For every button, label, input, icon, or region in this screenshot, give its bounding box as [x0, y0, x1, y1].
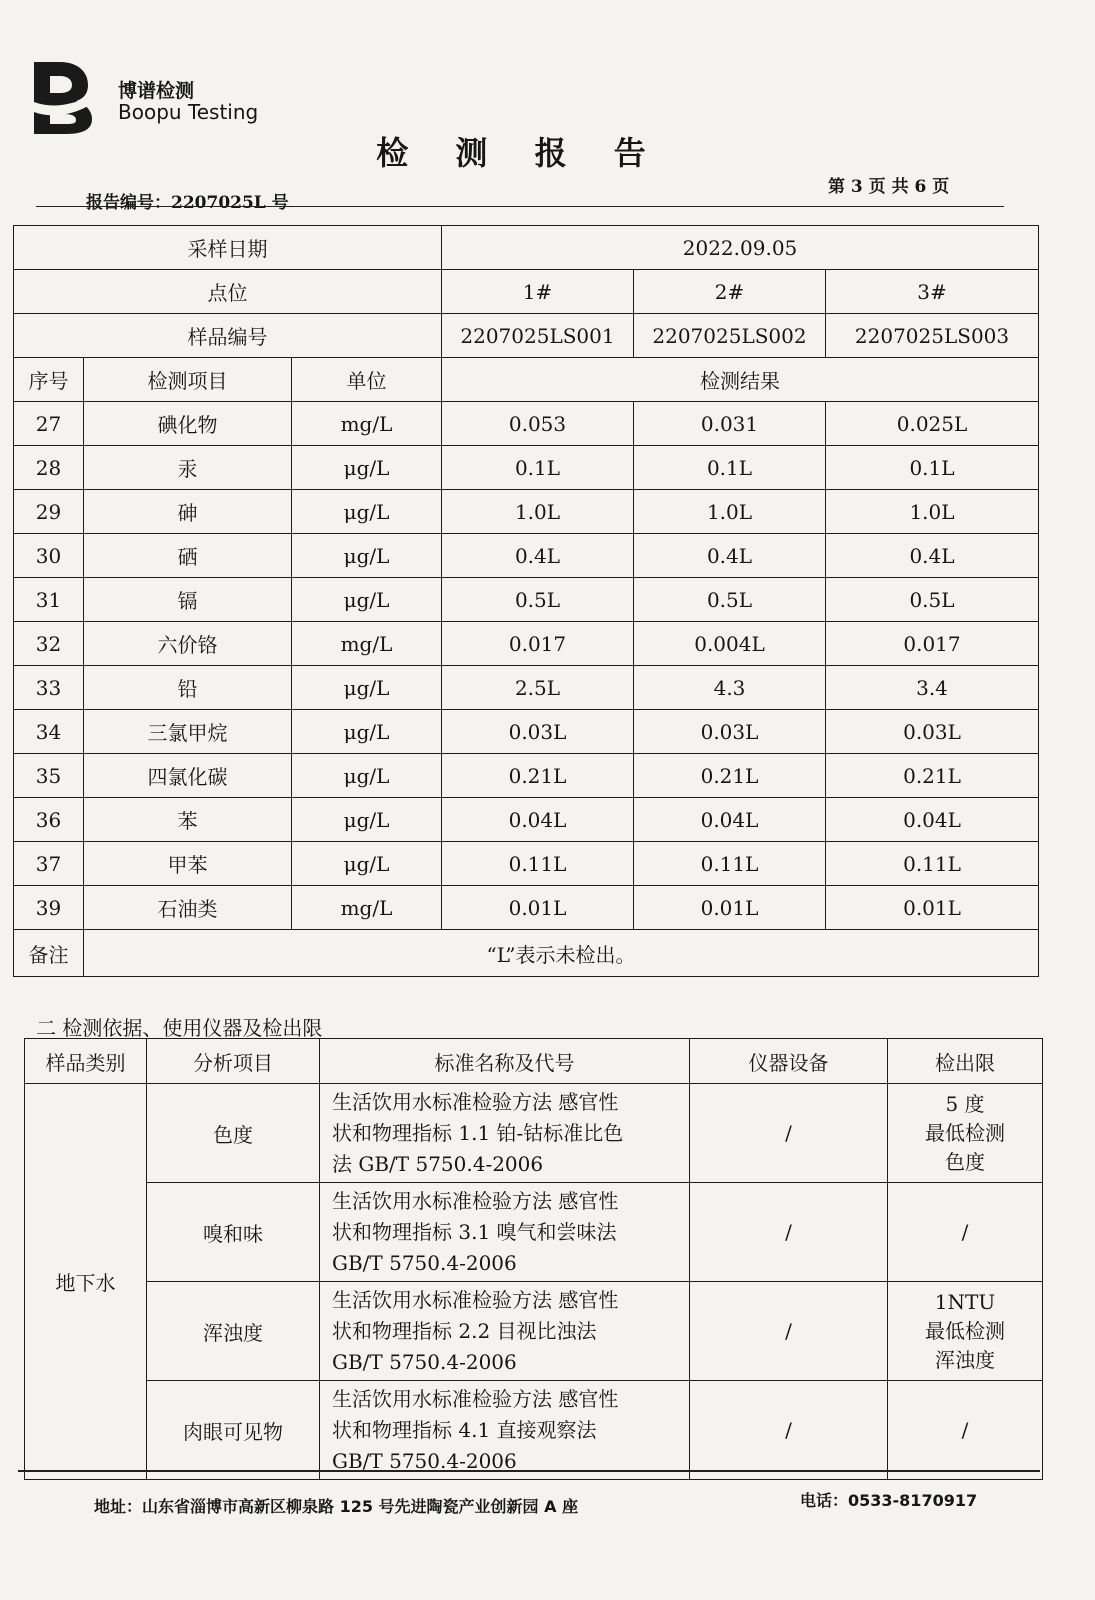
- limit-line: /: [961, 1417, 969, 1442]
- row-seq: 30: [14, 534, 84, 578]
- analysis-item: 肉眼可见物: [147, 1381, 320, 1480]
- row-result-1: 0.03L: [442, 710, 634, 754]
- row-seq: 29: [14, 490, 84, 534]
- page-number: 第 3 页 共 6 页: [828, 177, 950, 197]
- row-seq: 28: [14, 446, 84, 490]
- results-table: [13, 225, 1039, 977]
- row-result-1: 0.017: [442, 622, 634, 666]
- sample-no-1: 2207025LS001: [442, 314, 634, 358]
- standard-name: [320, 1084, 690, 1183]
- row-result-3: 1.0L: [826, 490, 1039, 534]
- row-unit: μg/L: [292, 666, 442, 710]
- col-detection-limit: 检出限: [888, 1039, 1043, 1084]
- row-result-2: 0.04L: [634, 798, 826, 842]
- instrument: /: [690, 1381, 888, 1480]
- row-result-1: 0.5L: [442, 578, 634, 622]
- standard-line: GB/T 5750.4-2006: [332, 1448, 517, 1473]
- sample-no-label: 样品编号: [14, 314, 442, 358]
- limit-line: 浑浊度: [935, 1347, 995, 1372]
- table-row: [14, 446, 1039, 490]
- analysis-item: 浑浊度: [147, 1282, 320, 1381]
- point-label: 点位: [14, 270, 442, 314]
- table-row: [14, 578, 1039, 622]
- limit-line: 1NTU: [934, 1289, 996, 1314]
- row-unit: μg/L: [292, 842, 442, 886]
- row-unit: mg/L: [292, 622, 442, 666]
- col-sample-type: 样品类别: [25, 1039, 147, 1084]
- sampling-date-label: 采样日期: [14, 226, 442, 270]
- row-seq: 31: [14, 578, 84, 622]
- row-item: 镉: [84, 578, 292, 622]
- row-unit: μg/L: [292, 754, 442, 798]
- row-result-1: 2.5L: [442, 666, 634, 710]
- limit-line: /: [961, 1219, 969, 1244]
- sample-no-row: [14, 314, 1039, 358]
- limit-line: 最低检测: [925, 1318, 1005, 1343]
- analysis-item: 色度: [147, 1084, 320, 1183]
- row-unit: mg/L: [292, 402, 442, 446]
- row-result-2: 0.031: [634, 402, 826, 446]
- sample-no-3: 2207025LS003: [826, 314, 1039, 358]
- table-row: [14, 754, 1039, 798]
- row-result-1: 0.053: [442, 402, 634, 446]
- standard-line: 状和物理指标 1.1 铂-钴标准比色: [332, 1120, 624, 1145]
- limit-line: 5 度: [945, 1091, 985, 1116]
- table-row: [14, 886, 1039, 930]
- col-result: 检测结果: [442, 358, 1039, 402]
- detection-limit: [888, 1381, 1043, 1480]
- detection-limit: [888, 1282, 1043, 1381]
- note-label: 备注: [14, 930, 84, 977]
- note-row: [14, 930, 1039, 977]
- footer-phone: 电话：0533-8170917: [800, 1491, 978, 1510]
- instrument: /: [690, 1282, 888, 1381]
- table-row: [25, 1183, 1043, 1282]
- row-seq: 37: [14, 842, 84, 886]
- row-item: 硒: [84, 534, 292, 578]
- row-unit: μg/L: [292, 446, 442, 490]
- point-1: 1#: [442, 270, 634, 314]
- row-result-3: 0.03L: [826, 710, 1039, 754]
- row-result-3: 0.1L: [826, 446, 1039, 490]
- row-result-3: 0.01L: [826, 886, 1039, 930]
- method-basis-table: [24, 1038, 1043, 1480]
- limit-line: 色度: [945, 1149, 985, 1174]
- column-header-row: [14, 358, 1039, 402]
- row-result-3: 0.025L: [826, 402, 1039, 446]
- table-row: [14, 842, 1039, 886]
- row-result-3: 0.04L: [826, 798, 1039, 842]
- sample-type: 地下水: [25, 1084, 147, 1480]
- row-item: 四氯化碳: [84, 754, 292, 798]
- table-row: [14, 402, 1039, 446]
- boopu-logo-icon: [30, 58, 96, 136]
- point-row: [14, 270, 1039, 314]
- row-unit: mg/L: [292, 886, 442, 930]
- row-result-3: 0.4L: [826, 534, 1039, 578]
- row-item: 砷: [84, 490, 292, 534]
- basis-header-row: [25, 1039, 1043, 1084]
- row-result-1: 0.4L: [442, 534, 634, 578]
- standard-name: [320, 1183, 690, 1282]
- col-item: 检测项目: [84, 358, 292, 402]
- row-seq: 34: [14, 710, 84, 754]
- row-unit: μg/L: [292, 710, 442, 754]
- table-row: [14, 798, 1039, 842]
- brand-name-cn: 博谱检测: [118, 80, 195, 102]
- detection-limit: [888, 1084, 1043, 1183]
- row-result-3: 0.5L: [826, 578, 1039, 622]
- row-result-2: 0.03L: [634, 710, 826, 754]
- row-result-1: 1.0L: [442, 490, 634, 534]
- note-text: “L”表示未检出。: [84, 930, 1039, 977]
- sampling-date-row: [14, 226, 1039, 270]
- table-row: [25, 1282, 1043, 1381]
- sampling-date-value: 2022.09.05: [442, 226, 1039, 270]
- limit-line: 最低检测: [925, 1120, 1005, 1145]
- table-row: [14, 710, 1039, 754]
- table-row: [14, 534, 1039, 578]
- col-seq: 序号: [14, 358, 84, 402]
- row-seq: 39: [14, 886, 84, 930]
- row-result-2: 0.004L: [634, 622, 826, 666]
- row-result-2: 0.01L: [634, 886, 826, 930]
- standard-line: 状和物理指标 4.1 直接观察法: [332, 1417, 597, 1442]
- standard-line: 法 GB/T 5750.4-2006: [332, 1151, 544, 1176]
- table-row: [25, 1084, 1043, 1183]
- row-item: 铅: [84, 666, 292, 710]
- row-item: 石油类: [84, 886, 292, 930]
- row-unit: μg/L: [292, 534, 442, 578]
- row-result-3: 0.11L: [826, 842, 1039, 886]
- instrument: /: [690, 1084, 888, 1183]
- standard-line: GB/T 5750.4-2006: [332, 1250, 517, 1275]
- row-result-2: 0.11L: [634, 842, 826, 886]
- row-result-2: 4.3: [634, 666, 826, 710]
- standard-line: 生活饮用水标准检验方法 感官性: [332, 1188, 619, 1213]
- standard-line: 状和物理指标 2.2 目视比浊法: [332, 1318, 597, 1343]
- col-standard: 标准名称及代号: [320, 1039, 690, 1084]
- row-item: 三氯甲烷: [84, 710, 292, 754]
- point-3: 3#: [826, 270, 1039, 314]
- row-seq: 35: [14, 754, 84, 798]
- row-result-1: 0.01L: [442, 886, 634, 930]
- detection-limit: [888, 1183, 1043, 1282]
- point-2: 2#: [634, 270, 826, 314]
- row-result-3: 0.21L: [826, 754, 1039, 798]
- row-item: 碘化物: [84, 402, 292, 446]
- row-result-2: 0.1L: [634, 446, 826, 490]
- section-title: 二 检测依据、使用仪器及检出限: [36, 1016, 323, 1040]
- col-unit: 单位: [292, 358, 442, 402]
- row-seq: 27: [14, 402, 84, 446]
- standard-line: GB/T 5750.4-2006: [332, 1349, 517, 1374]
- row-item: 汞: [84, 446, 292, 490]
- row-result-2: 0.21L: [634, 754, 826, 798]
- row-seq: 32: [14, 622, 84, 666]
- row-seq: 36: [14, 798, 84, 842]
- row-item: 六价铬: [84, 622, 292, 666]
- row-unit: μg/L: [292, 578, 442, 622]
- header-divider: [36, 206, 1004, 207]
- col-instrument: 仪器设备: [690, 1039, 888, 1084]
- row-result-3: 0.017: [826, 622, 1039, 666]
- row-result-1: 0.11L: [442, 842, 634, 886]
- sample-no-2: 2207025LS002: [634, 314, 826, 358]
- row-result-1: 0.1L: [442, 446, 634, 490]
- instrument: /: [690, 1183, 888, 1282]
- row-result-2: 1.0L: [634, 490, 826, 534]
- table-row: [14, 666, 1039, 710]
- standard-line: 生活饮用水标准检验方法 感官性: [332, 1287, 619, 1312]
- standard-line: 生活饮用水标准检验方法 感官性: [332, 1386, 619, 1411]
- table-row: [14, 622, 1039, 666]
- row-result-3: 3.4: [826, 666, 1039, 710]
- row-item: 甲苯: [84, 842, 292, 886]
- standard-line: 状和物理指标 3.1 嗅气和尝味法: [332, 1219, 617, 1244]
- row-result-2: 0.4L: [634, 534, 826, 578]
- standard-line: 生活饮用水标准检验方法 感官性: [332, 1089, 619, 1114]
- table-row: [14, 490, 1039, 534]
- row-unit: μg/L: [292, 490, 442, 534]
- standard-name: [320, 1381, 690, 1480]
- table-row: [25, 1381, 1043, 1480]
- analysis-item: 嗅和味: [147, 1183, 320, 1282]
- row-unit: μg/L: [292, 798, 442, 842]
- document-title: 检 测 报 告: [376, 134, 664, 172]
- footer-divider: [18, 1470, 1040, 1472]
- row-result-1: 0.21L: [442, 754, 634, 798]
- footer-address: 地址：山东省淄博市高新区柳泉路 125 号先进陶瓷产业创新园 A 座: [94, 1497, 579, 1516]
- standard-name: [320, 1282, 690, 1381]
- row-seq: 33: [14, 666, 84, 710]
- report-number: 报告编号：2207025L 号: [86, 193, 289, 213]
- row-item: 苯: [84, 798, 292, 842]
- brand-name-en: Boopu Testing: [118, 100, 259, 124]
- row-result-1: 0.04L: [442, 798, 634, 842]
- col-analysis-item: 分析项目: [147, 1039, 320, 1084]
- row-result-2: 0.5L: [634, 578, 826, 622]
